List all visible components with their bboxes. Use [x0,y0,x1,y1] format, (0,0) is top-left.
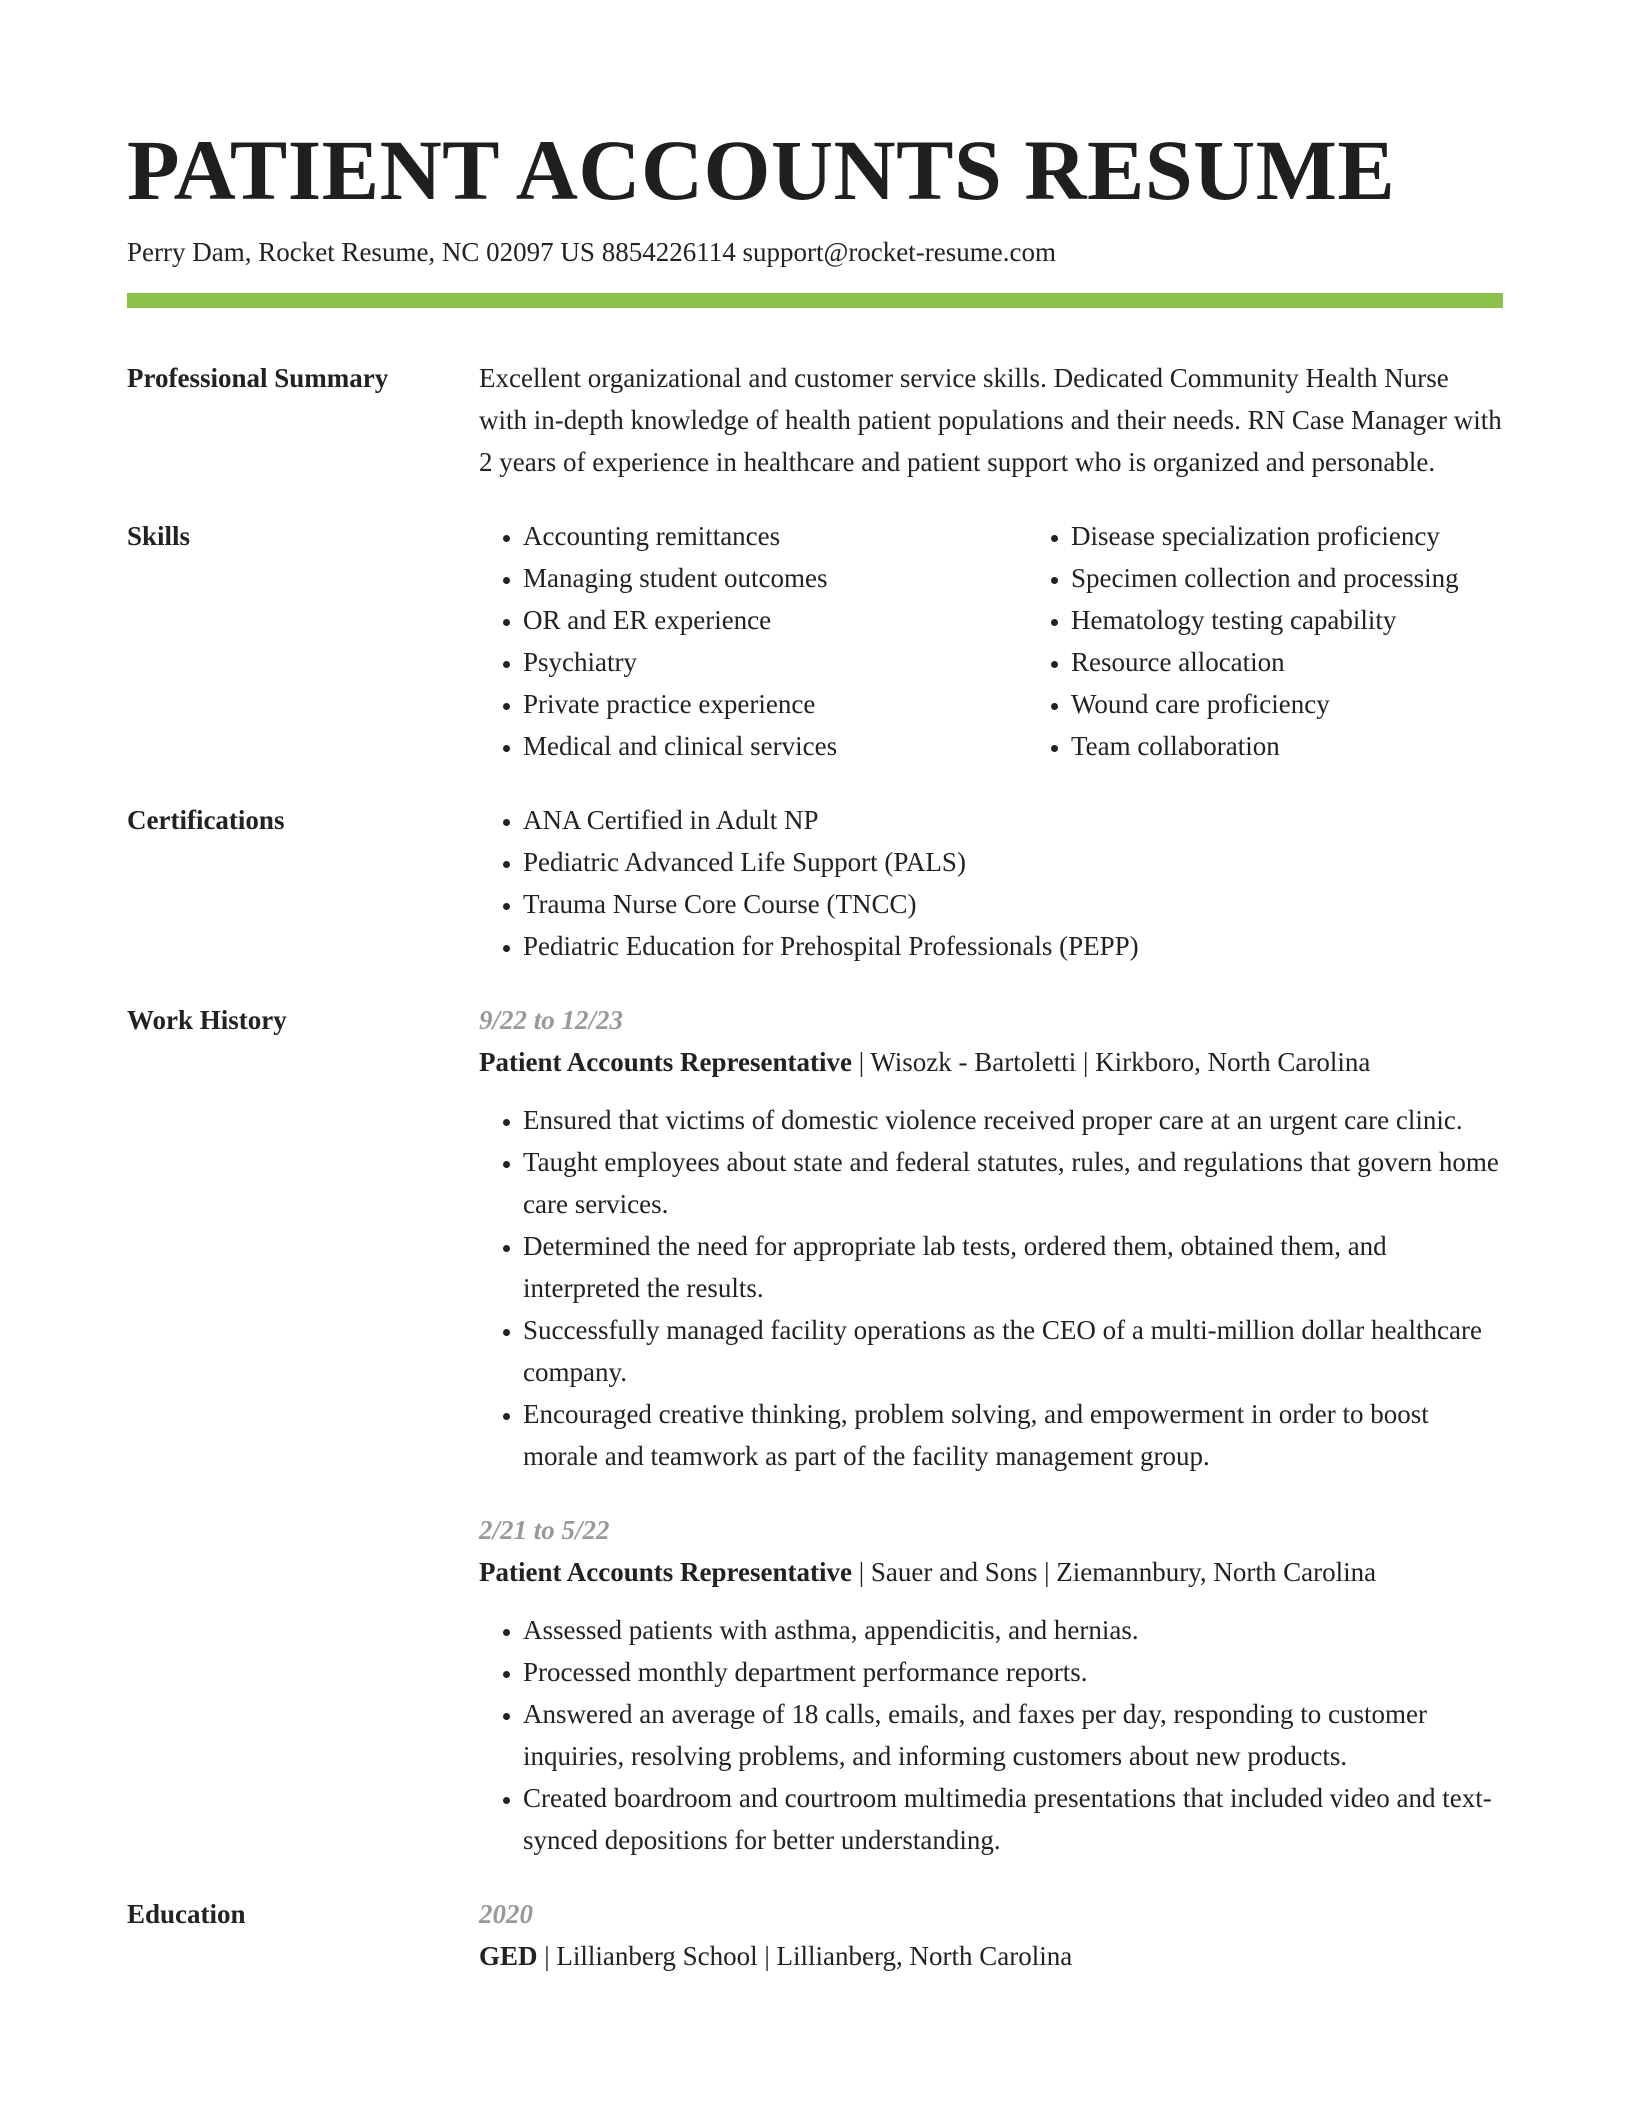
certifications-heading: Certifications [127,805,285,835]
skill-item: • Medical and clinical services [523,725,1027,767]
skill-item: • Resource allocation [1071,641,1575,683]
job-role: Patient Accounts Representative [479,1557,852,1587]
resume-page [127,118,1503,1977]
skill-item: • Team collaboration [1071,725,1575,767]
skill-item: • Managing student outcomes [523,557,1027,599]
responsibility-item: • Processed monthly department performance reports. [523,1651,1503,1693]
job-responsibilities [479,1099,1503,1477]
job-responsibilities [479,1609,1503,1861]
contact-line [127,234,1503,270]
skills-section [127,515,1503,767]
responsibility-item: • Answered an average of 18 calls, emails, and faxes per day, responding to customer inquiries, resolving problems, and informing customers about new products. [523,1693,1503,1777]
skills-column-left [479,515,1027,767]
summary-heading: Professional Summary [127,363,389,393]
skill-item: • Hematology testing capability [1071,599,1575,641]
work-history-section [127,999,1503,1861]
certifications-body [479,799,1503,967]
skill-item: • Specimen collection and processing [1071,557,1575,599]
skill-item: • Accounting remittances [523,515,1027,557]
education-year: 2020 [479,1899,533,1929]
responsibility-item: • Assessed patients with asthma, appendicitis, and hernias. [523,1609,1503,1651]
certification-item: • Pediatric Advanced Life Support (PALS) [523,841,1503,883]
responsibility-item: • Created boardroom and courtroom multimedia presentations that included video and text-synced depositions for better understanding. [523,1777,1503,1861]
certifications-section [127,799,1503,967]
job-dates: 9/22 to 12/23 [479,1005,624,1035]
education-section [127,1893,1503,1977]
education-school-location: | Lillianberg School | Lillianberg, North Carolina [537,1941,1073,1971]
job-role: Patient Accounts Representative [479,1047,852,1077]
job-dates: 2/21 to 5/22 [479,1515,610,1545]
header-divider [127,293,1503,308]
contact-name-location: Perry Dam, Rocket Resume, NC 02097 US [127,237,595,267]
skill-item: • Wound care proficiency [1071,683,1575,725]
job-entry [479,1509,1503,1861]
job-title-line [479,1551,1503,1593]
certification-item: • Pediatric Education for Prehospital Professionals (PEPP) [523,925,1503,967]
responsibility-item: • Encouraged creative thinking, problem solving, and empowerment in order to boost morale and teamwork as part of the facility management group. [523,1393,1503,1477]
education-line [479,1935,1503,1977]
certification-item: • ANA Certified in Adult NP [523,799,1503,841]
job-employer-location: | Wisozk - Bartoletti | Kirkboro, North Carolina [851,1047,1371,1077]
skill-item: • Private practice experience [523,683,1027,725]
responsibility-item: • Taught employees about state and federal statutes, rules, and regulations that govern home care services. [523,1141,1503,1225]
skills-column-right [1027,515,1575,767]
responsibility-item: • Determined the need for appropriate lab tests, ordered them, obtained them, and interpreted the results. [523,1225,1503,1309]
job-employer-location: | Sauer and Sons | Ziemannbury, North Carolina [851,1557,1377,1587]
responsibility-item: • Ensured that victims of domestic violence received proper care at an urgent care clinic. [523,1099,1503,1141]
responsibility-item: • Successfully managed facility operations as the CEO of a multi-million dollar healthcare company. [523,1309,1503,1393]
education-heading: Education [127,1899,246,1929]
certifications-list [479,799,1503,967]
certification-item: • Trauma Nurse Core Course (TNCC) [523,883,1503,925]
skill-item: • Disease specialization proficiency [1071,515,1575,557]
resume-title: PATIENT ACCOUNTS RESUME [127,122,1396,218]
job-entry [479,999,1503,1477]
contact-email[interactable]: support@rocket-resume.com [742,237,1056,267]
education-degree: GED [479,1941,538,1971]
work-history-heading: Work History [127,1005,287,1035]
work-history-body [479,999,1503,1861]
skills-list [479,515,1575,767]
skills-heading: Skills [127,521,191,551]
skill-item: • OR and ER experience [523,599,1027,641]
job-title-line [479,1041,1503,1083]
education-body [479,1893,1503,1977]
summary-section [127,357,1503,483]
contact-phone: 8854226114 [601,237,736,267]
skill-item: • Psychiatry [523,641,1027,683]
summary-text: Excellent organizational and customer service skills. Dedicated Community Health Nurse with in-depth knowledge of health patient populations and their needs. RN Case Manager with 2 years of experience in healthcare and patient support who is organized and personable. [479,363,1502,477]
